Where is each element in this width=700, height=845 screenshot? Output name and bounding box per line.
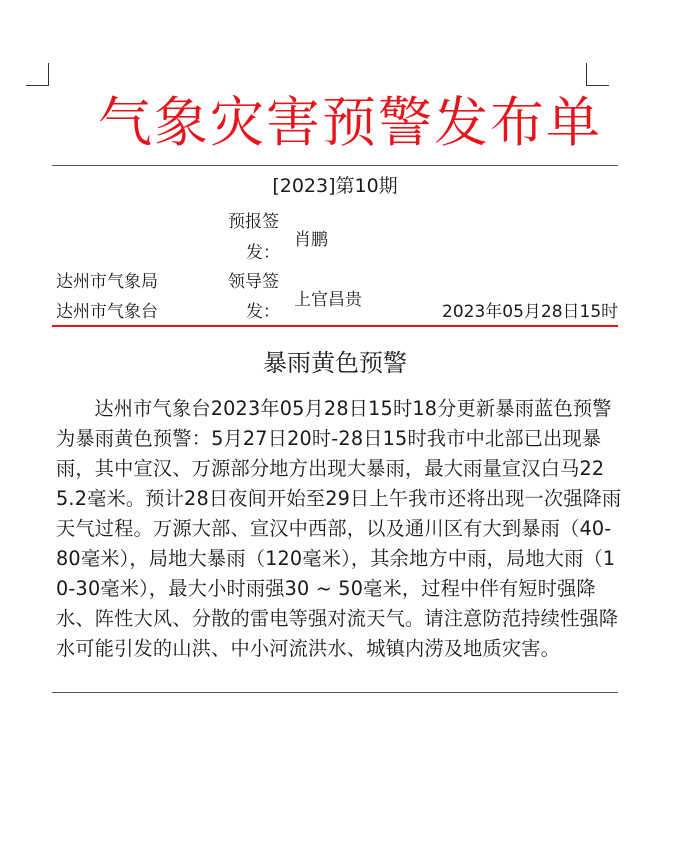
forecast-sign-label-line1: 预报签	[228, 212, 279, 232]
issue-number: [2023]第10期	[272, 175, 398, 197]
issuer-bureau: 达州市气象局	[56, 272, 158, 292]
crop-mark-top-right	[586, 63, 609, 86]
leader-signer-name: 上官昌贵	[294, 290, 362, 310]
red-divider	[52, 325, 618, 327]
forecast-signer-name: 肖鹏	[294, 230, 328, 250]
leader-sign-label-line2: 发：	[246, 302, 280, 322]
bottom-divider	[52, 692, 618, 693]
top-divider	[52, 165, 618, 166]
forecast-sign-label-line2: 发：	[246, 243, 280, 263]
issue-time: 2023年05月28日15时	[442, 302, 619, 322]
issuer-observatory: 达州市气象台	[56, 302, 158, 322]
leader-sign-label-line1: 领导签	[228, 272, 279, 292]
crop-mark-top-left	[26, 63, 49, 86]
warning-body: 达州市气象台2023年05月28日15时18分更新暴雨蓝色预警为暴雨黄色预警：5月27日20时-28日15时我市中北部已出现暴雨，其中宣汉、万源部分地方出现大暴雨，最大雨量宣汉白马225.2毫米。预计28日夜间开始至29日上午我市还将出现一次强降雨天气过程。万源大部、宣汉中西部，以及通川区有大到暴雨（40-80毫米），局地大暴雨（120毫米），其余地方中雨，局地大雨（10-30毫米），最大小时雨强30 ~ 50毫米，过程中伴有短时强降水、阵性大风、分散的雷电等强对流天气。请注意防范持续性强降水可能引发的山洪、中小河流洪水、城镇内涝及地质灾害。	[56, 397, 622, 660]
warning-headline: 暴雨黄色预警	[263, 349, 407, 377]
document-title: 气象灾害预警发布单	[98, 91, 602, 154]
